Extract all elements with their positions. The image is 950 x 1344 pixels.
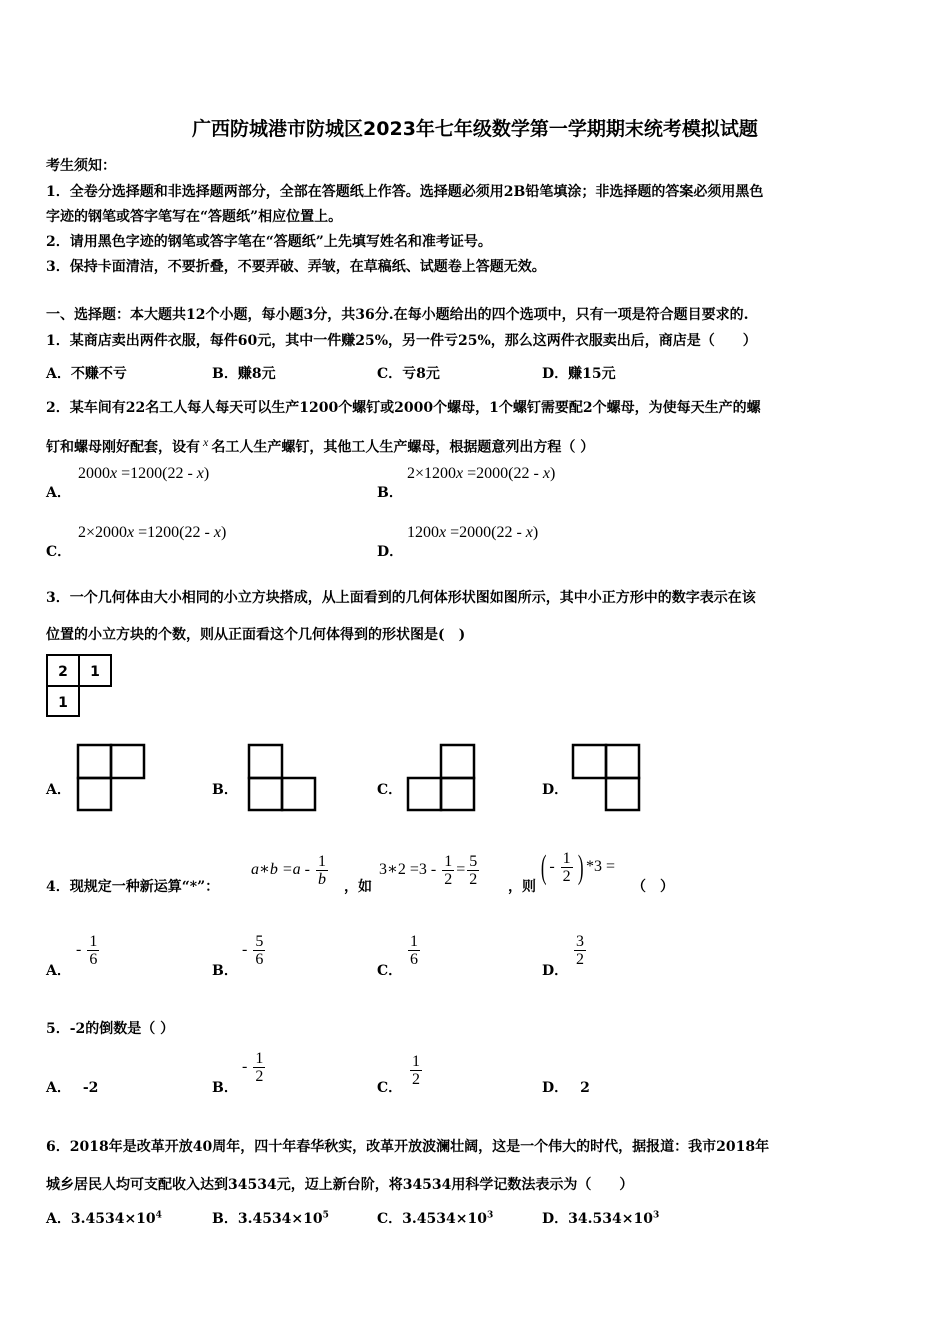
q5-option-c: $\frac{1}{2}$ — [412, 1053, 420, 1088]
notice-line: 1．全卷分选择题和非选择题两部分，全部在答题纸上作答。选择题必须用2B铅笔填涂；非选择题的答案必须用黑色 — [46, 184, 764, 200]
q6-option-c: C．$3.4534\times 10^3$ — [377, 1210, 494, 1227]
page-title: 广西防城港市防城区2023年七年级数学第一学期期末统考模拟试题 — [192, 118, 758, 140]
q1-option-b: B．赚8元 — [212, 366, 276, 382]
q3-label-a: A． — [46, 782, 71, 798]
q4-option-b: - $\frac{5}{6}$ — [242, 933, 264, 968]
q3-shape-b — [248, 744, 318, 812]
question-1-stem: 1．某商店卖出两件衣服，每件60元，其中一件赚25%，另一件亏25%，那么这两件衣服卖出后，商店是（ ） — [46, 333, 757, 349]
q3-shape-c — [407, 744, 477, 812]
q2-label-c: C． — [46, 544, 72, 560]
q4-label-b: B． — [212, 963, 238, 979]
q1-option-c: C．亏8元 — [377, 366, 440, 382]
q2-equation-d: 1200x =2000(22 - x) — [407, 524, 539, 541]
q4-expression: ( - $\frac{1}{2}$ ) *3 = — [540, 848, 616, 886]
question-2-stem-line2: 钉和螺母刚好配套，设有 x 名工人生产螺钉，其他工人生产螺母，根据题意列出方程（ ） — [46, 435, 595, 456]
question-3-stem-line2: 位置的小立方块的个数，则从正面看这个几何体得到的形状图是( ) — [46, 627, 466, 643]
top-view-grid — [46, 654, 114, 718]
q2-label-b: B． — [377, 485, 403, 501]
q4-example-lead: ，如 — [344, 879, 372, 895]
q2-equation-a: 2000x =1200(22 - x) — [78, 465, 210, 482]
question-4-stem: 4．现规定一种新运算“*”： — [46, 879, 220, 895]
q5-option-a: A． -2 — [46, 1080, 99, 1096]
q6-option-a: A．$3.4534\times 10^4$ — [46, 1210, 162, 1227]
q5-label-c: C． — [377, 1080, 403, 1096]
q4-label-d: D． — [542, 963, 569, 979]
q3-shape-a — [77, 744, 147, 812]
section-heading: 一、选择题：本大题共12个小题，每小题3分，共36分.在每小题给出的四个选项中，只有一项是符合题目要求的. — [46, 307, 749, 323]
question-6-stem: 6．2018年是改革开放40周年，四十年春华秋实，改革开放波澜壮阔，这是一个伟大的时代，据报道：我市2018年 — [46, 1139, 770, 1155]
question-2-stem: 2．某车间有22名工人每人每天可以生产1200个螺钉或2000个螺母，1个螺钉需要配2个螺母，为使每天生产的螺 — [46, 400, 761, 416]
q4-then: ，则 — [508, 879, 536, 895]
q4-label-a: A． — [46, 963, 71, 979]
q6-option-b: B．$3.4534\times 10^5$ — [212, 1210, 329, 1227]
q5-option-d: D． 2 — [542, 1080, 590, 1096]
notice-line: 字迹的钢笔或答字笔写在“答题纸”相应位置上。 — [46, 209, 343, 225]
q3-label-c: C． — [377, 782, 403, 798]
notice-line: 3．保持卡面清洁，不要折叠，不要弄破、弄皱，在草稿纸、试题卷上答题无效。 — [46, 259, 546, 275]
q4-definition: a∗b =a - $\frac{1}{b}$ — [251, 853, 326, 888]
q4-blank: （ ） — [632, 879, 674, 895]
question-3-stem: 3．一个几何体由大小相同的小立方块搭成，从上面看到的几何体形状图如图所示，其中小正方形中的数字表示在该 — [46, 590, 756, 606]
question-5-stem: 5．-2的倒数是（ ） — [46, 1021, 175, 1037]
q1-option-a: A．不赚不亏 — [46, 366, 127, 382]
q2-equation-b: 2×1200x =2000(22 - x) — [407, 465, 556, 482]
q2-label-d: D． — [377, 544, 404, 560]
question-6-stem-line2: 城乡居民人均可支配收入达到34534元，迈上新台阶，将34534用科学记数法表示为（ ） — [46, 1177, 634, 1193]
notice-line: 2．请用黑色字迹的钢笔或答字笔在“答题纸”上先填写姓名和准考证号。 — [46, 234, 492, 250]
q3-shape-d — [572, 744, 642, 812]
q4-option-d: $\frac{3}{2}$ — [576, 933, 584, 968]
q4-option-c: $\frac{1}{6}$ — [410, 933, 418, 968]
q2-label-a: A． — [46, 485, 71, 501]
grid-number: 1 — [58, 695, 68, 711]
q3-label-d: D． — [542, 782, 569, 798]
grid-number: 1 — [90, 664, 100, 680]
q1-option-d: D．赚15元 — [542, 366, 616, 382]
q2-equation-c: 2×2000x =1200(22 - x) — [78, 524, 227, 541]
q4-option-a: - $\frac{1}{6}$ — [76, 933, 98, 968]
q3-label-b: B． — [212, 782, 238, 798]
q6-option-d: D．$34.534\times 10^3$ — [542, 1210, 660, 1227]
notice-heading: 考生须知： — [46, 158, 116, 174]
q5-option-b: - $\frac{1}{2}$ — [242, 1050, 264, 1085]
q5-label-b: B． — [212, 1080, 238, 1096]
grid-number: 2 — [58, 664, 68, 680]
q4-label-c: C． — [377, 963, 403, 979]
q4-example: 3∗2 =3 - $\frac{1}{2}$ = $\frac{5}{2}$ — [379, 853, 478, 888]
